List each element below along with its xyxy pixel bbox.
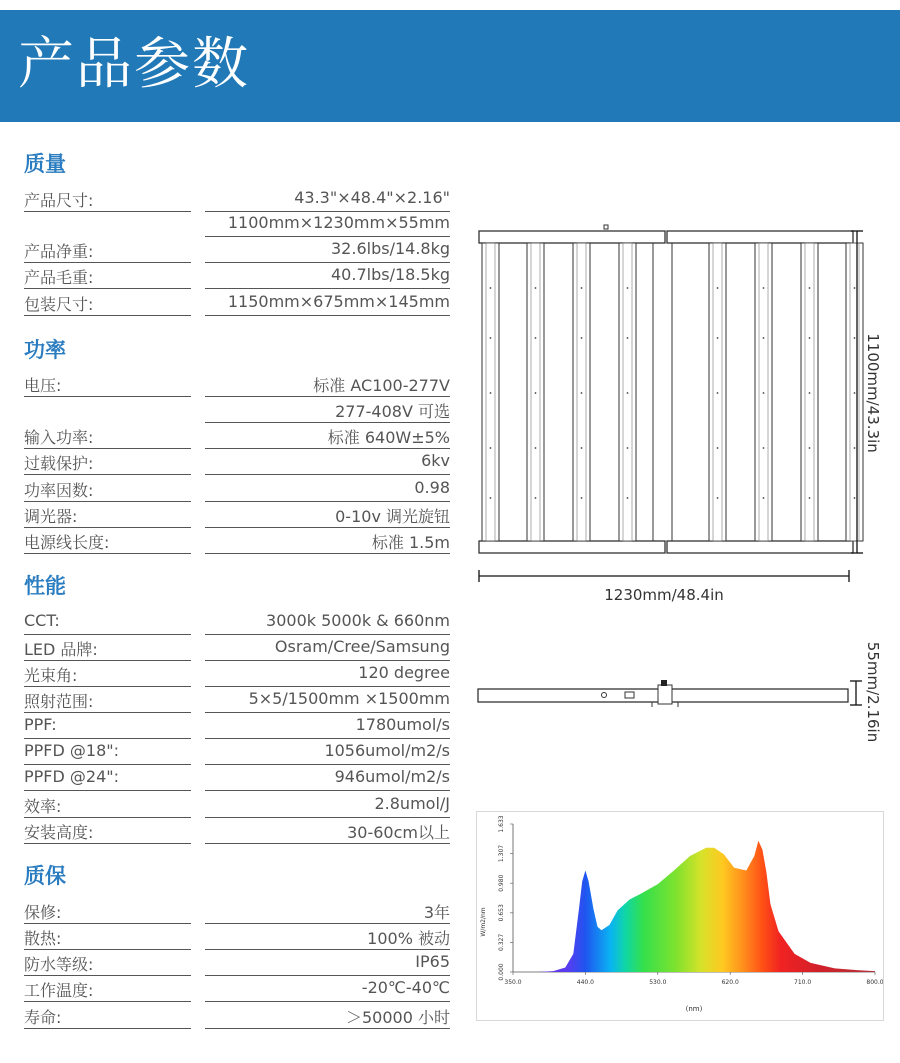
spec-row — [24, 661, 452, 687]
spec-row — [24, 290, 452, 316]
spec-row — [24, 976, 452, 1002]
header-banner — [0, 10, 900, 122]
fixture-side-view — [470, 635, 900, 747]
spec-row — [24, 792, 452, 818]
spec-row — [24, 263, 452, 289]
spectrum-chart — [477, 812, 883, 1020]
y-tick-label: 0.653 — [498, 904, 505, 922]
spectrum-series-area — [537, 841, 875, 972]
spec-label: 防水等级: — [24, 955, 94, 974]
x-tick-label: 440.0 — [576, 979, 594, 986]
spec-label: 保修: — [24, 903, 62, 922]
spec-label: 电源线长度: — [24, 533, 110, 552]
spec-label: CCT: — [24, 611, 60, 630]
width-dimension: 1230mm/48.4in — [604, 586, 724, 604]
spec-label: 产品净重: — [24, 242, 94, 261]
spec-row — [24, 186, 452, 212]
section-title-quality: 质量 — [24, 152, 66, 176]
x-axis-label: (nm) — [685, 1005, 703, 1013]
x-tick-label: 620.0 — [721, 979, 739, 986]
spec-value: ＞50000 小时 — [346, 1008, 450, 1027]
spec-value: 1780umol/s — [355, 715, 450, 734]
thickness-dimension: 55mm/2.16in — [864, 641, 882, 743]
spec-label: LED 品牌: — [24, 640, 98, 659]
spec-label: 照射范围: — [24, 692, 94, 711]
spec-label: 包装尺寸: — [24, 295, 94, 314]
spec-label: 散热: — [24, 929, 62, 948]
section-title-power: 功率 — [24, 338, 66, 362]
spec-value: 30-60cm以上 — [347, 823, 450, 842]
y-tick-label: 0.980 — [498, 874, 505, 892]
spec-row — [24, 397, 452, 423]
spec-value: 277-408V 可选 — [335, 402, 450, 421]
spec-row — [24, 449, 452, 475]
spec-row — [24, 502, 452, 528]
spec-label: PPFD @18": — [24, 741, 120, 760]
spec-value: 40.7lbs/18.5kg — [331, 265, 450, 284]
spec-row — [24, 423, 452, 449]
spec-value: 43.3"×48.4"×2.16" — [294, 188, 450, 207]
y-tick-label: 1.307 — [498, 844, 505, 863]
spec-row — [24, 211, 452, 237]
spec-label: 光束角: — [24, 666, 78, 685]
spec-value: 32.6lbs/14.8kg — [331, 239, 450, 258]
spec-value: 3000k 5000k & 660nm — [266, 611, 450, 630]
spec-row — [24, 713, 452, 739]
spectrum-chart-frame — [476, 811, 884, 1021]
spec-row — [24, 1003, 452, 1029]
spec-value: 0.98 — [414, 478, 450, 497]
spec-value: IP65 — [415, 952, 450, 971]
spec-value: 6kv — [421, 451, 450, 470]
spec-value: Osram/Cree/Samsung — [274, 637, 450, 656]
page-title: 产品参数 — [18, 32, 250, 97]
spec-row — [24, 687, 452, 713]
y-axis-label: W/m2/nm — [480, 907, 487, 937]
spec-value: 120 degree — [358, 663, 450, 682]
spec-value: 标准 640W±5% — [327, 428, 450, 447]
spec-label: 功率因数: — [24, 481, 94, 500]
spec-value: 0-10v 调光旋钮 — [335, 507, 450, 526]
spec-label: PPF: — [24, 715, 57, 734]
x-tick-label: 800.0 — [866, 979, 883, 986]
spec-row — [24, 898, 452, 924]
spec-value: 3年 — [423, 903, 450, 922]
spec-label: 效率: — [24, 797, 62, 816]
spec-label: 寿命: — [24, 1008, 62, 1027]
spec-value: 标准 1.5m — [371, 533, 450, 552]
spec-row — [24, 739, 452, 765]
spec-value: 946umol/m2/s — [334, 767, 450, 786]
spec-value: 5×5/1500mm ×1500mm — [248, 689, 450, 708]
spec-row — [24, 765, 452, 791]
spec-value: 1150mm×675mm×145mm — [227, 292, 450, 311]
spec-row — [24, 237, 452, 263]
x-tick-label: 710.0 — [794, 979, 812, 986]
spec-row — [24, 950, 452, 976]
spec-value: 1056umol/m2/s — [324, 741, 450, 760]
spec-value: 1100mm×1230mm×55mm — [227, 213, 450, 232]
section-title-performance: 性能 — [24, 574, 66, 598]
spec-label: 产品毛重: — [24, 268, 94, 287]
spec-value: 100% 被动 — [367, 929, 450, 948]
spec-value: 标准 AC100-277V — [313, 376, 450, 395]
section-title-warranty: 质保 — [24, 864, 66, 888]
spec-row — [24, 924, 452, 950]
y-tick-label: 0.000 — [498, 963, 505, 981]
spec-row — [24, 371, 452, 397]
spec-label: 产品尺寸: — [24, 191, 94, 210]
spec-label: 调光器: — [24, 507, 78, 526]
spec-value: -20℃-40℃ — [361, 978, 450, 997]
y-tick-label: 1.633 — [498, 815, 505, 833]
height-dimension: 1100mm/43.3in — [864, 333, 882, 453]
x-tick-label: 530.0 — [649, 979, 667, 986]
spec-label: 工作温度: — [24, 981, 94, 1000]
spec-label: 过载保护: — [24, 454, 94, 473]
spec-row — [24, 476, 452, 502]
spec-label: 输入功率: — [24, 428, 94, 447]
spec-label: 电压: — [24, 376, 62, 395]
spec-row — [24, 528, 452, 554]
spec-row — [24, 635, 452, 661]
spec-label: PPFD @24": — [24, 767, 120, 786]
fixture-top-view — [470, 218, 900, 613]
spec-row — [24, 818, 452, 844]
y-tick-label: 0.327 — [498, 933, 505, 951]
spec-row — [24, 609, 452, 635]
spec-value: 2.8umol/J — [374, 794, 450, 813]
spec-label: 安装高度: — [24, 823, 94, 842]
x-tick-label: 350.0 — [504, 979, 522, 986]
